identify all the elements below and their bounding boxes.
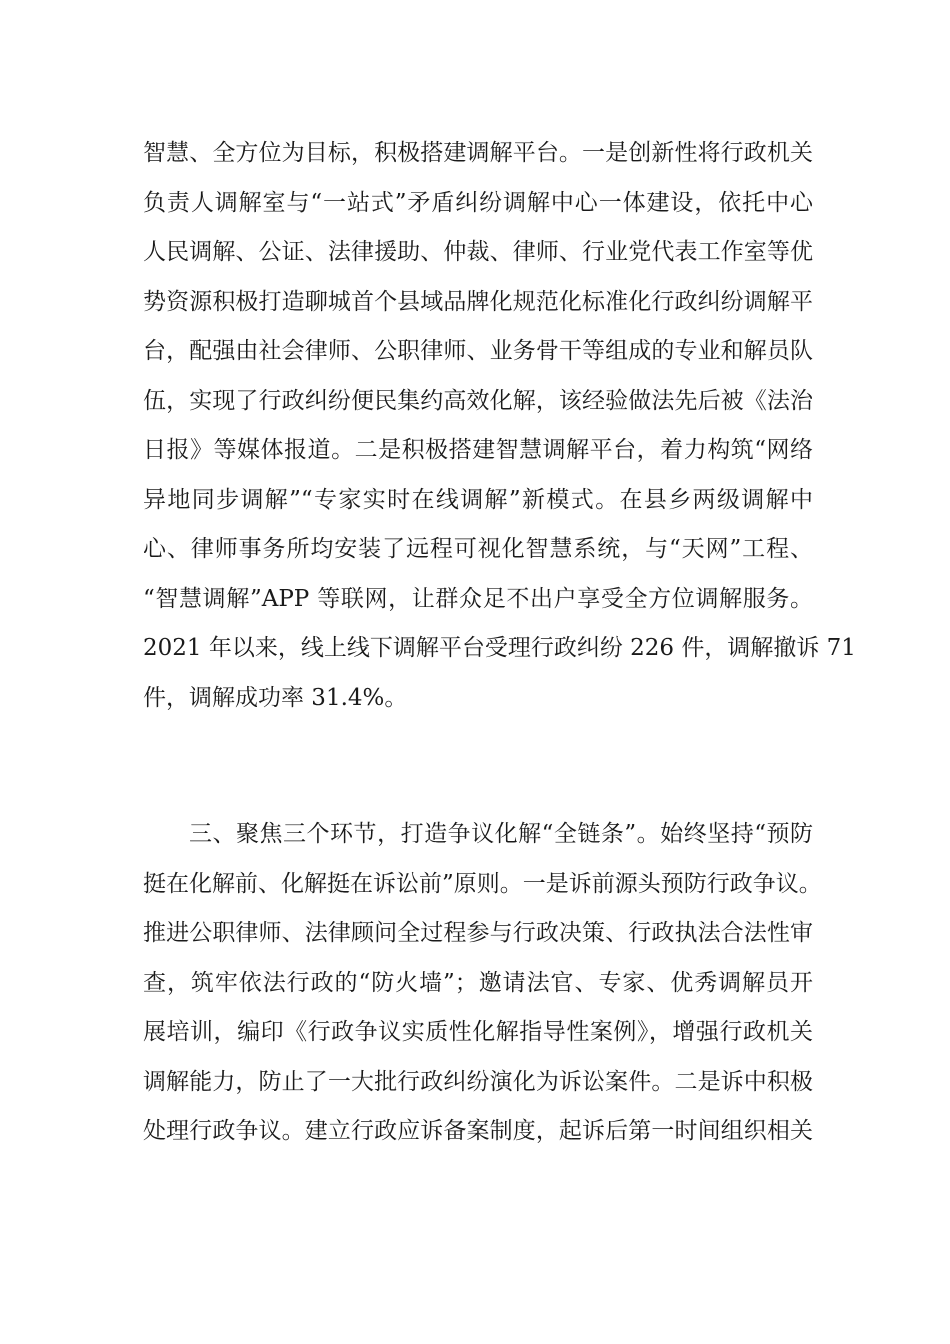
text-line: 智慧、全方位为目标，积极搭建调解平台。一是创新性将行政机关 xyxy=(143,140,813,166)
text-line: 2021 年以来，线上线下调解平台受理行政纠纷 226 件，调解撤诉 71 xyxy=(143,635,856,661)
text-line: 伍，实现了行政纠纷便民集约高效化解，该经验做法先后被《法治 xyxy=(143,387,813,414)
text-line: “智慧调解”APP 等联网，让群众足不出户享受全方位调解服务。 xyxy=(143,585,813,612)
text-line: 人民调解、公证、法律援助、仲裁、律师、行业党代表工作室等优 xyxy=(143,239,813,265)
text-line: 台，配强由社会律师、公职律师、业务骨干等组成的专业和解员队 xyxy=(143,338,813,364)
section-heading-line: 三、聚焦三个环节，打造争议化解“全链条”。始终坚持“预防 xyxy=(189,821,813,847)
text-line: 异地同步调解”“专家实时在线调解”新模式。在县乡两级调解中 xyxy=(143,486,813,513)
text-line: 日报》等媒体报道。二是积极搭建智慧调解平台，着力构筑“网络 xyxy=(143,437,813,463)
text-line: 心、律师事务所均安装了远程可视化智慧系统，与“天网”工程、 xyxy=(143,536,813,562)
text-line: 势资源积极打造聊城首个县域品牌化规范化标准化行政纠纷调解平 xyxy=(143,288,813,315)
text-line: 查，筑牢依法行政的“防火墙”；邀请法官、专家、优秀调解员开 xyxy=(143,969,813,996)
paragraph-three-links xyxy=(143,810,822,1157)
text-line: 件，调解成功率 31.4%。 xyxy=(143,684,408,711)
text-line: 调解能力，防止了一大批行政纠纷演化为诉讼案件。二是诉中积极 xyxy=(143,1068,813,1095)
text-line: 展培训，编印《行政争议实质性化解指导性案例》，增强行政机关 xyxy=(143,1019,813,1045)
text-line: 处理行政争议。建立行政应诉备案制度，起诉后第一时间组织相关 xyxy=(143,1118,813,1144)
text-line: 挺在化解前、化解挺在诉讼前”原则。一是诉前源头预防行政争议。 xyxy=(143,870,822,897)
paragraph-platform xyxy=(143,129,856,723)
text-line: 推进公职律师、法律顾问全过程参与行政决策、行政执法合法性审 xyxy=(143,920,813,946)
text-line: 负责人调解室与“一站式”矛盾纠纷调解中心一体建设，依托中心 xyxy=(143,189,813,216)
